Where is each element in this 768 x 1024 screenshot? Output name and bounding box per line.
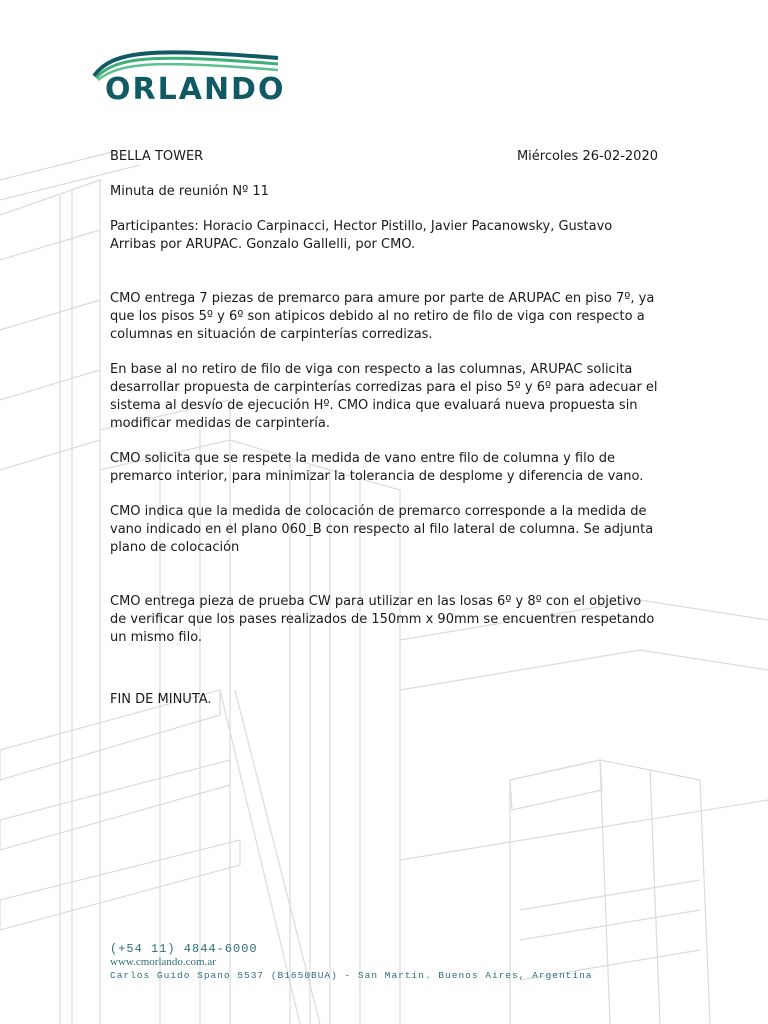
paragraph-5: CMO entrega pieza de prueba CW para utilizar en las losas 6º y 8º con el objetivo de verificar que los pases realizados de 150mm x 90mm se encuentren respetando un mismo filo. — [110, 594, 655, 645]
meeting-date: Miércoles 26-02-2020 — [516, 149, 658, 164]
paragraph-4: CMO indica que la medida de colocación de premarco corresponde a la medida de vano indicado en el plano 060_B con respecto al filo lateral de columna. Se adjunta plano de colocación — [110, 504, 654, 555]
footer-phone: (+54 11) 4844-6000 — [110, 942, 258, 956]
footer-website[interactable]: www.cmorlando.com.ar — [110, 956, 216, 968]
paragraph-3: CMO solicita que se respete la medida de vano entre filo de columna y filo de premarco interior, para minimizar la tolerancia de desplome y diferencia de vano. — [110, 451, 644, 484]
paragraph-2: En base al no retiro de filo de viga con respecto a las columnas, ARUPAC solicita desarrollar propuesta de carpinterías corredizas para el piso 5º y 6º para adecuar el sistema al desvío de ejecución Hº. CMO indica que evaluará nueva propuesta sin modificar medidas de carpintería. — [110, 362, 658, 431]
project-name: BELLA TOWER — [110, 149, 204, 164]
header-row — [110, 148, 658, 166]
minutes-title: Minuta de reunión Nº 11 — [110, 184, 269, 199]
footer-contact — [110, 942, 670, 982]
paragraph-1: CMO entrega 7 piezas de premarco para amure por parte de ARUPAC en piso 7º, ya que los pisos 5º y 6º son atipicos debido al no retiro de filo de viga con respecto a columnas en situación de carpinterías corredizas. — [110, 291, 655, 342]
meeting-minutes — [110, 148, 658, 709]
orlando-logo-text: ORLANDO — [105, 72, 286, 107]
participants: Participantes: Horacio Carpinacci, Hector Pistillo, Javier Pacanowsky, Gustavo Arribas por ARUPAC. Gonzalo Gallelli, por CMO. — [110, 219, 613, 252]
footer-address: Carlos Guido Spano 5537 (B1650BUA) - San Martín. Buenos Aires, Argentina — [110, 970, 593, 981]
closing-line: FIN DE MINUTA. — [110, 692, 212, 707]
